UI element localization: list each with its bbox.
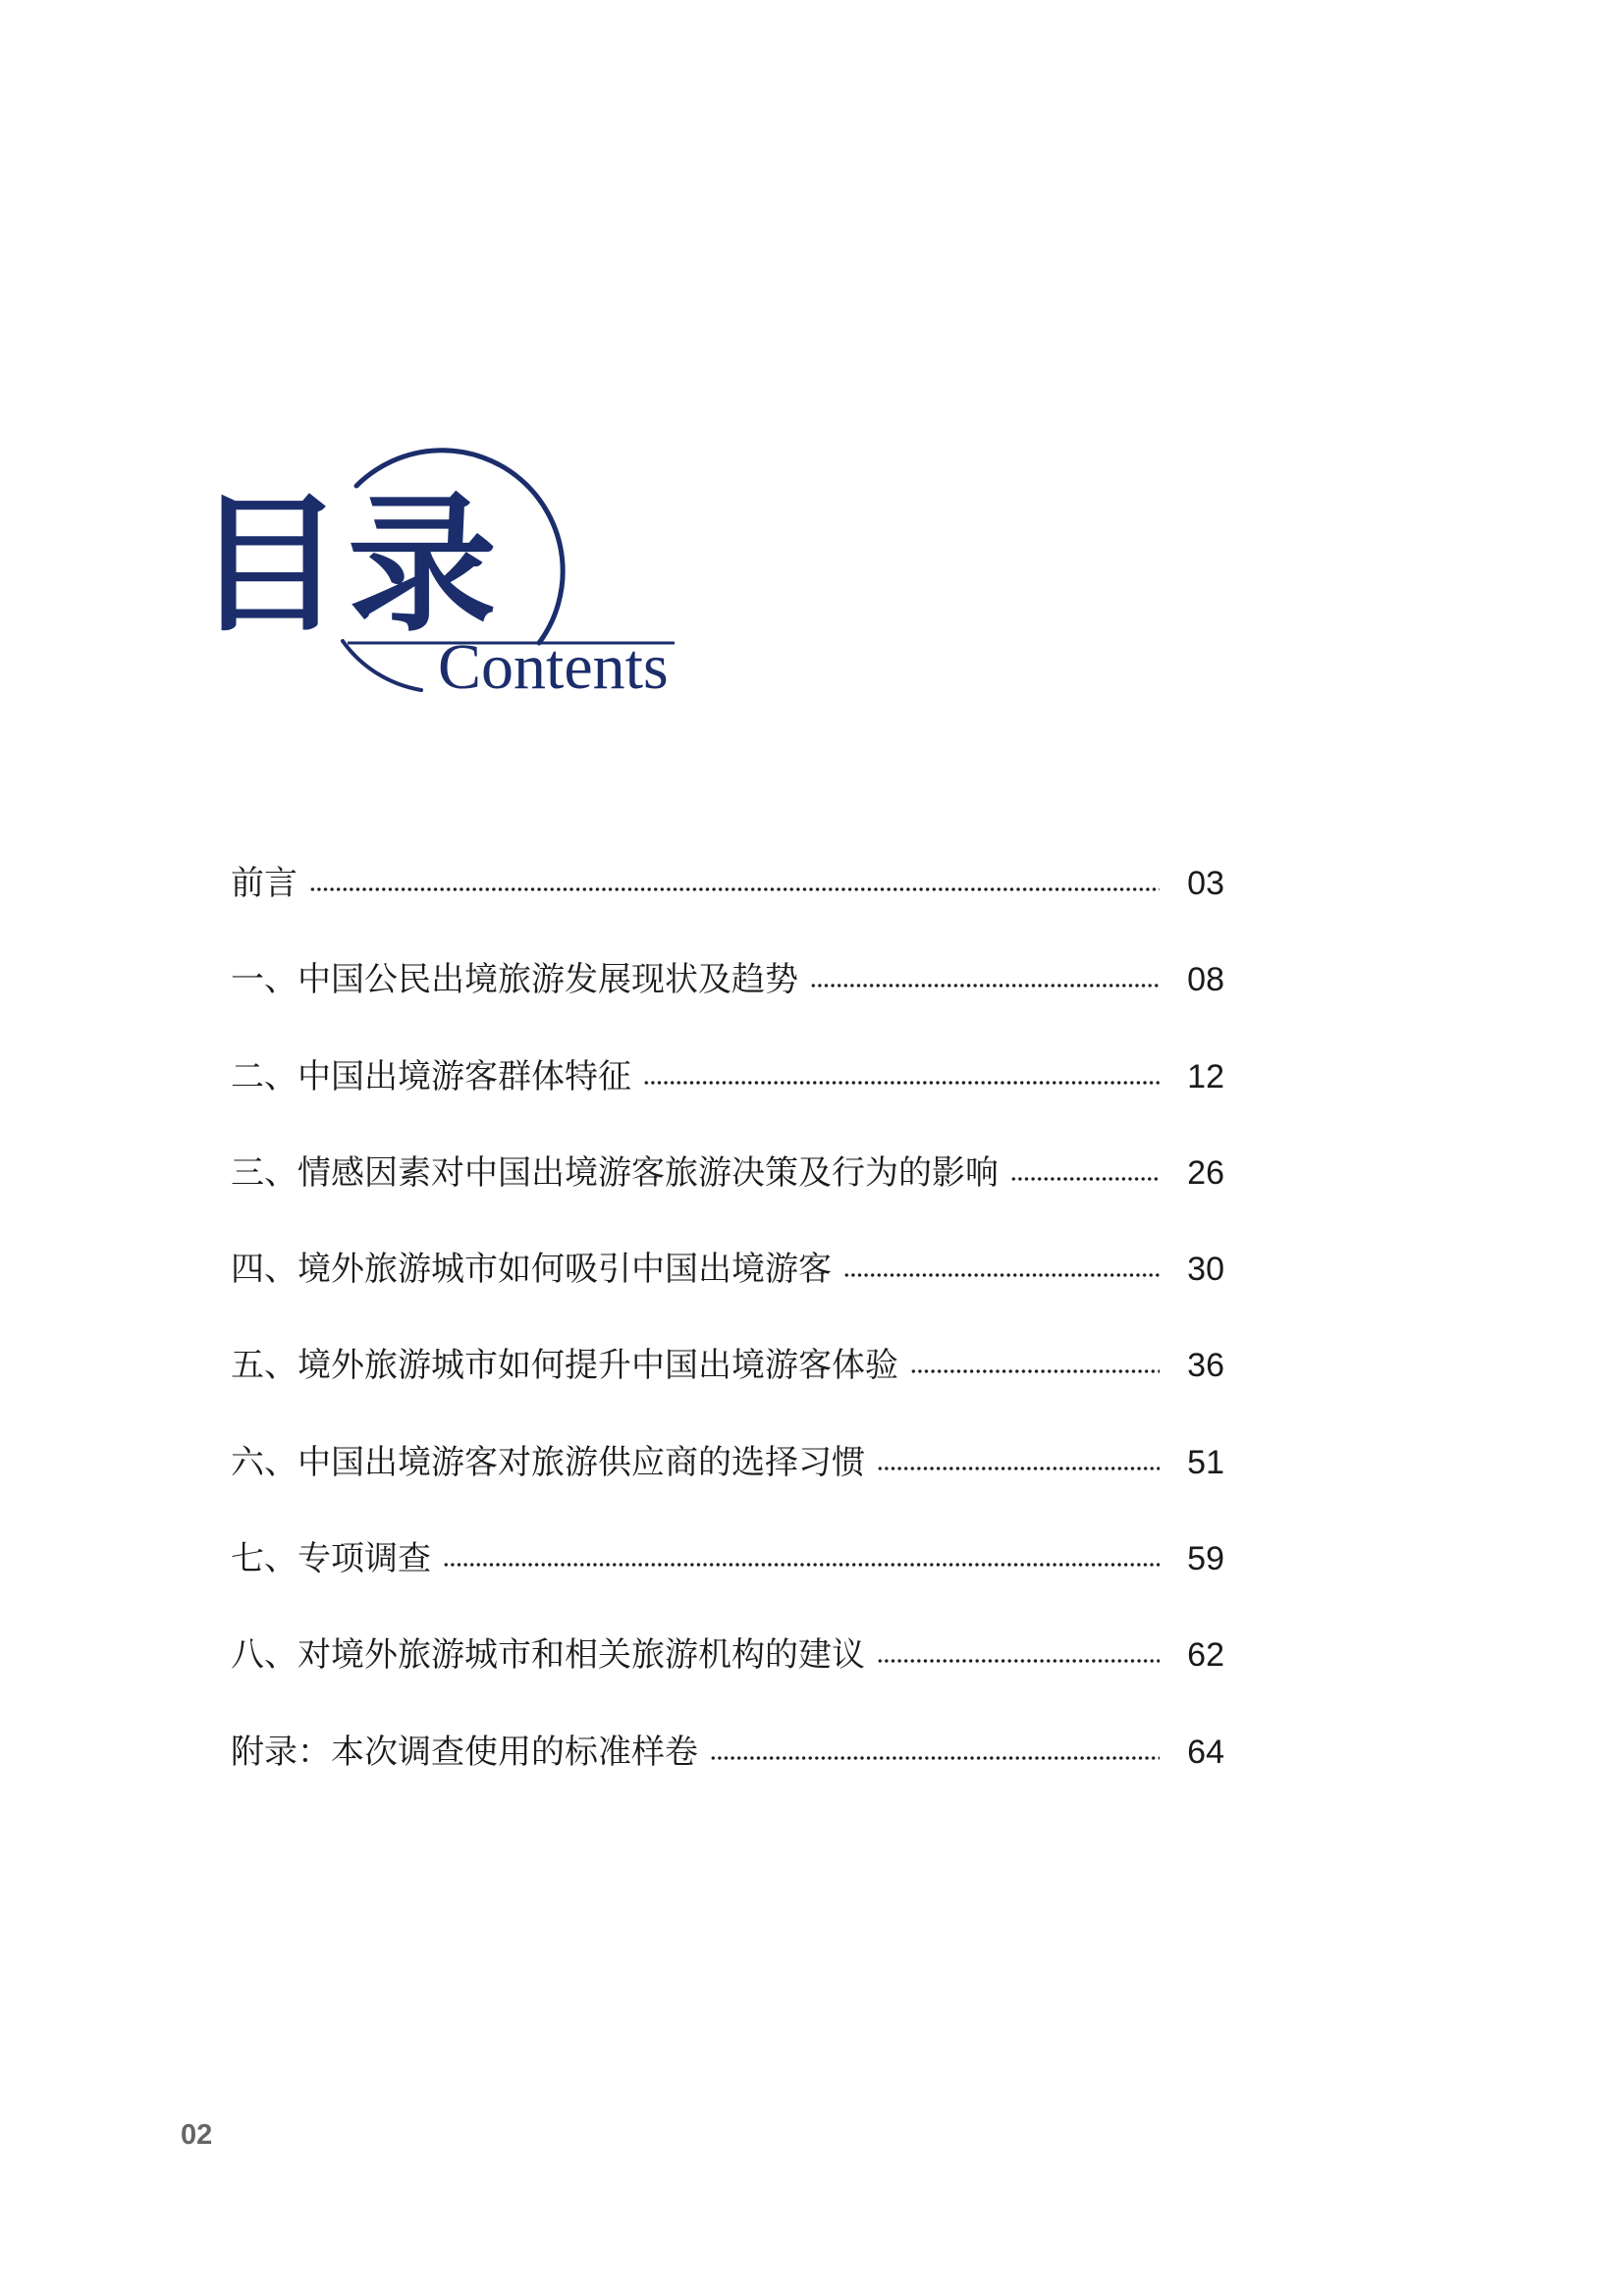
toc-entry-label: 五、境外旅游城市如何提升中国出境游客体验 xyxy=(231,1347,898,1385)
toc-dot-leader xyxy=(843,1270,1160,1280)
toc-dot-leader xyxy=(910,1366,1160,1376)
toc-entry-page: 03 xyxy=(1187,865,1224,902)
toc-entry xyxy=(231,1317,1224,1414)
toc-entry xyxy=(231,835,1224,932)
toc-entry xyxy=(231,932,1224,1028)
toc-entry xyxy=(231,1415,1224,1511)
toc-entry-label: 七、专项调查 xyxy=(231,1540,431,1578)
toc-entry-page: 64 xyxy=(1187,1733,1224,1771)
toc-entry-page: 36 xyxy=(1187,1347,1224,1385)
toc-dot-leader xyxy=(710,1753,1160,1763)
toc-entry-page: 51 xyxy=(1187,1443,1224,1481)
toc-entry-label: 三、情感因素对中国出境游客旅游决策及行为的影响 xyxy=(231,1153,999,1192)
toc-dot-leader xyxy=(309,884,1160,894)
toc-dot-leader xyxy=(877,1464,1160,1473)
toc-dot-leader xyxy=(877,1656,1160,1666)
toc-entry xyxy=(231,1704,1224,1800)
toc-entry xyxy=(231,1029,1224,1125)
toc-entry-label: 附录：本次调查使用的标准样卷 xyxy=(231,1733,698,1771)
toc-entry xyxy=(231,1125,1224,1221)
toc-dot-leader xyxy=(443,1560,1160,1570)
toc-entry-label: 八、对境外旅游城市和相关旅游机构的建议 xyxy=(231,1636,865,1675)
toc-entry-page: 59 xyxy=(1187,1540,1224,1578)
toc-entry-label: 四、境外旅游城市如何吸引中国出境游客 xyxy=(231,1251,832,1289)
toc-dot-leader xyxy=(810,981,1160,990)
toc-entry-page: 26 xyxy=(1187,1153,1224,1192)
toc-entry-page: 12 xyxy=(1187,1057,1224,1095)
toc-entry-page: 08 xyxy=(1187,961,1224,999)
toc-dot-leader xyxy=(1010,1174,1160,1184)
toc-entry-page: 30 xyxy=(1187,1251,1224,1289)
toc-entry xyxy=(231,1607,1224,1703)
title-emblem xyxy=(0,0,1624,785)
toc-entry-page: 62 xyxy=(1187,1636,1224,1675)
toc-entry-label: 六、中国出境游客对旅游供应商的选择习惯 xyxy=(231,1443,865,1481)
page-number: 02 xyxy=(181,2119,213,2151)
table-of-contents xyxy=(231,835,1224,1800)
toc-entry-label: 二、中国出境游客群体特征 xyxy=(231,1057,631,1095)
toc-entry-label: 一、中国公民出境旅游发展现状及趋势 xyxy=(231,961,798,999)
toc-dot-leader xyxy=(643,1078,1160,1088)
toc-entry xyxy=(231,1511,1224,1607)
toc-entry-label: 前言 xyxy=(231,865,298,902)
page-subtitle: Contents xyxy=(438,631,669,703)
toc-entry xyxy=(231,1221,1224,1317)
page-title: 目录 xyxy=(194,478,501,652)
